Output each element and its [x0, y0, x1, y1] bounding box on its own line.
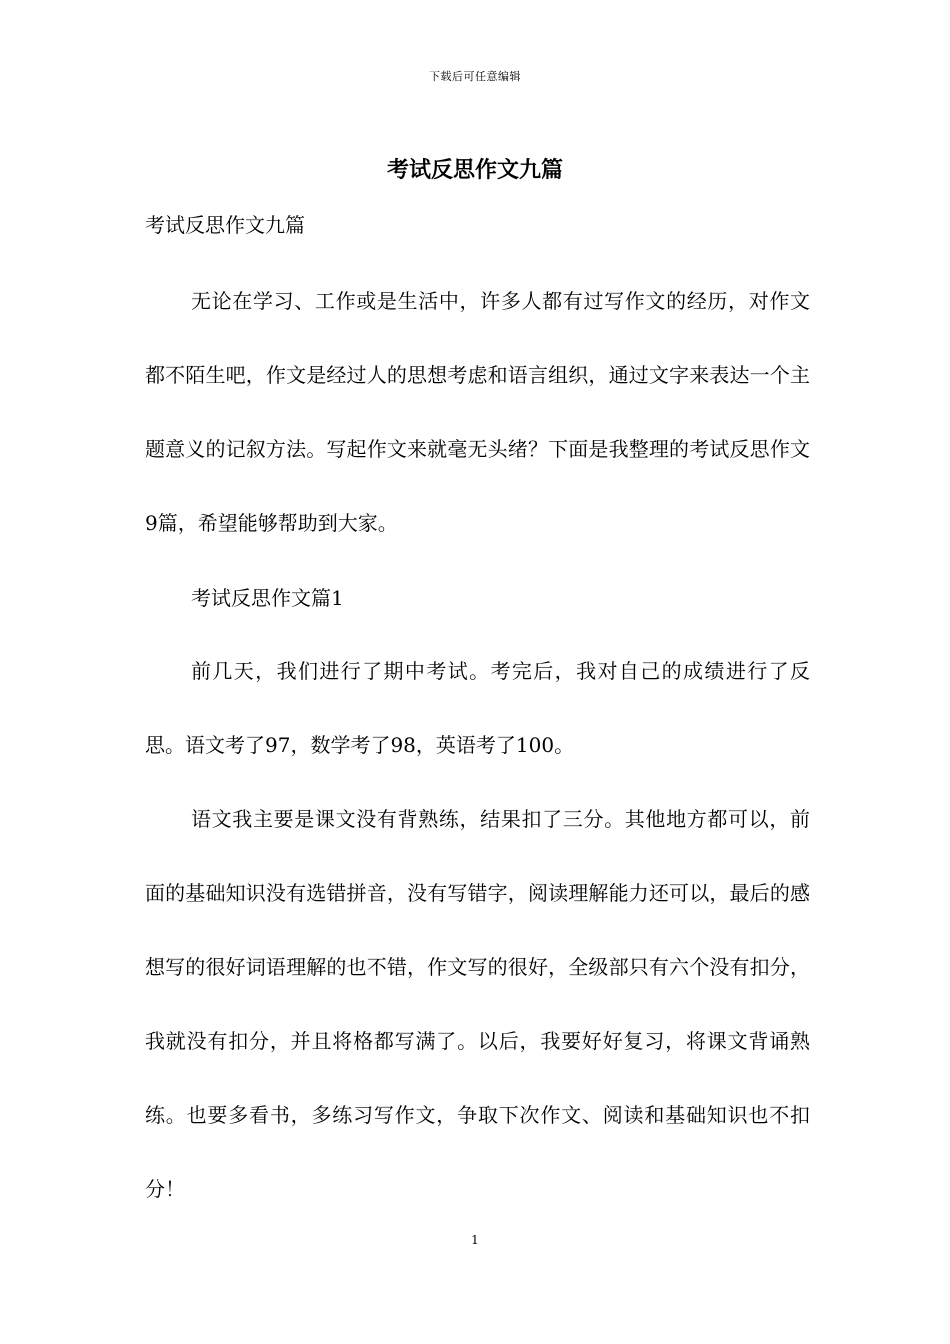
body-paragraph-2: 语文我主要是课文没有背熟练，结果扣了三分。其他地方都可以，前面的基础知识没有选错拼音，没有写错字，阅读理解能力还可以，最后的感想写的很好词语理解的也不错，作文写的很好，全级部只有六个没有扣分，我就没有扣分，并且将格都写满了。以后，我要好好复习，将课文背诵熟练。也要多看书，多练习写作文，争取下次作文、阅读和基础知识也不扣分！	[145, 807, 810, 1201]
document-title: 考试反思作文九篇	[386, 157, 563, 183]
intro-paragraph: 无论在学习、工作或是生活中，许多人都有过写作文的经历，对作文都不陌生吧，作文是经过人的思想考虑和语言组织，通过文字来表达一个主题意义的记叙方法。写起作文来就毫无头绪？下面是我整理的考试反思作文9篇，希望能够帮助到大家。	[145, 289, 810, 535]
body-paragraph-1: 前几天，我们进行了期中考试。考完后，我对自己的成绩进行了反思。语文考了97，数学考了98，英语考了100。	[145, 659, 810, 757]
document-subtitle: 考试反思作文九篇	[145, 213, 305, 237]
page-number: 1	[471, 1233, 479, 1247]
header-note: 下载后可任意编辑	[429, 70, 521, 83]
section-heading: 考试反思作文篇1	[191, 586, 344, 610]
